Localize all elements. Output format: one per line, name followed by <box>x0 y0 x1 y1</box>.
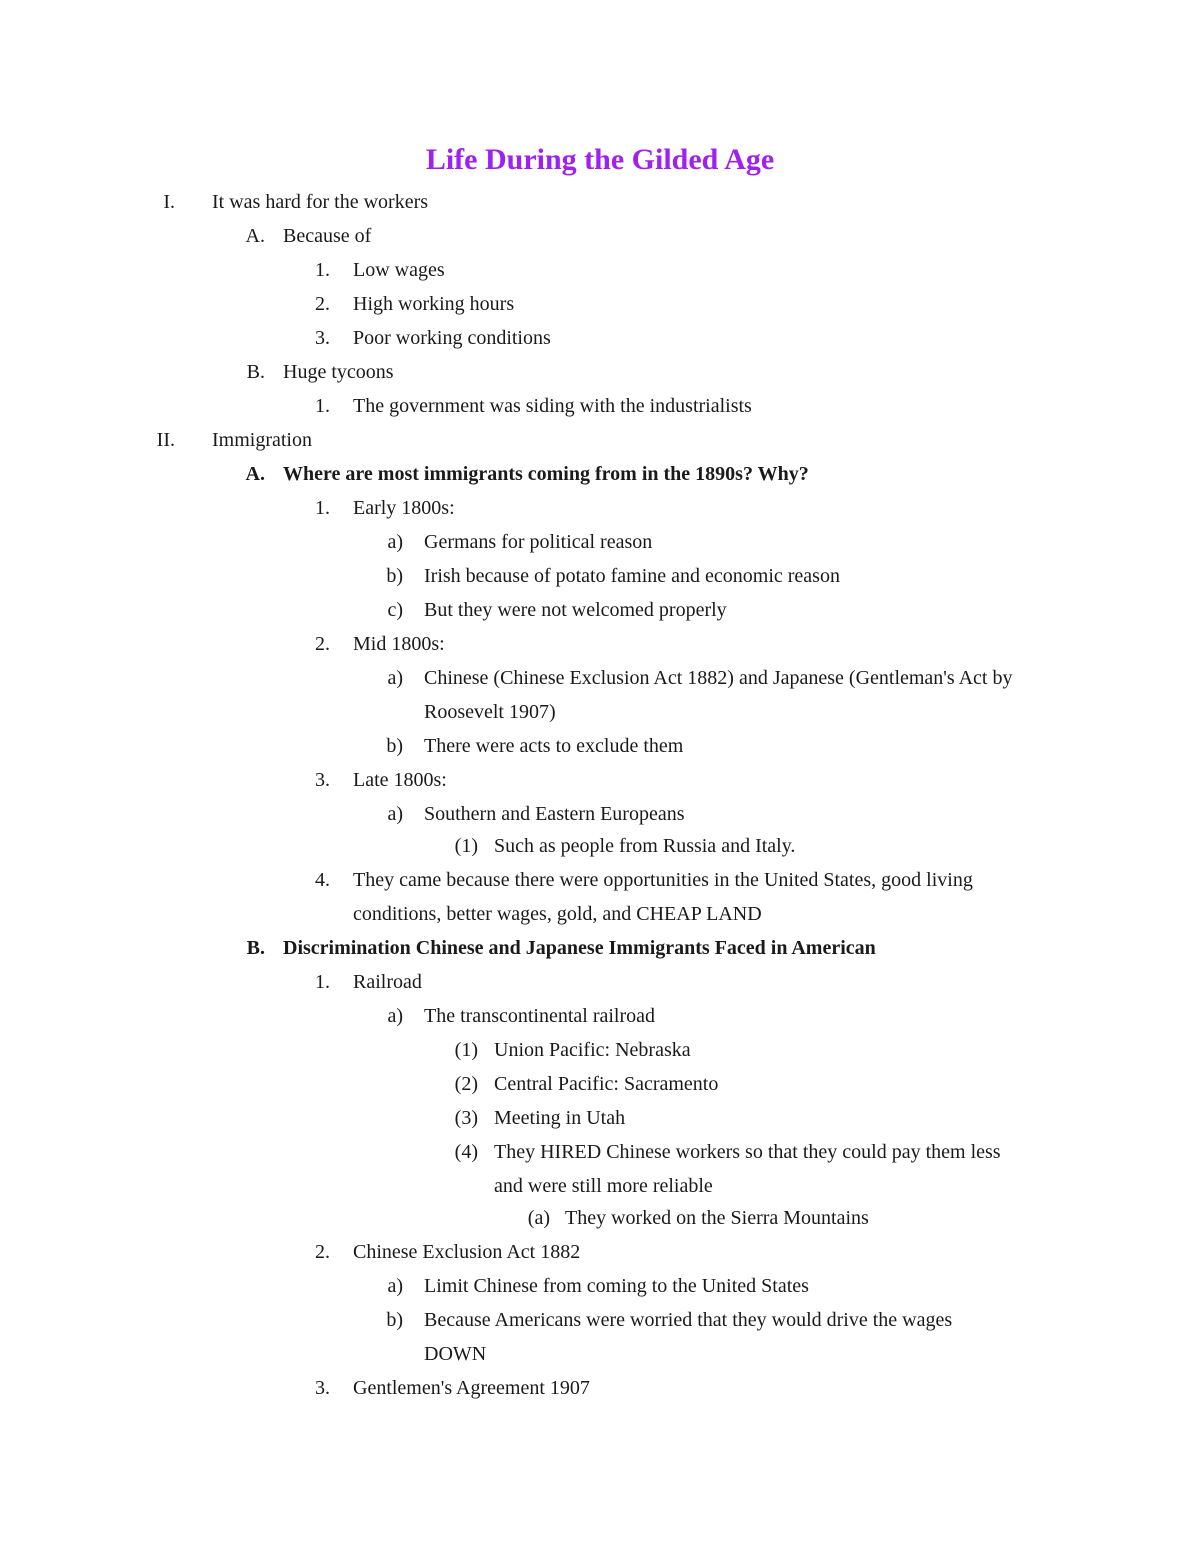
outline-marker: a) <box>387 667 403 689</box>
outline-text: Irish because of potato famine and economic reason <box>424 565 840 587</box>
outline-marker: (4) <box>454 1141 478 1163</box>
outline-marker: (3) <box>454 1107 478 1129</box>
outline-marker: b) <box>386 735 403 757</box>
outline-marker: 3. <box>315 769 330 791</box>
outline-text: They HIRED Chinese workers so that they could pay them less <box>494 1141 1001 1163</box>
outline-marker: B. <box>246 361 265 383</box>
outline-text: Immigration <box>212 429 312 451</box>
outline-text: Discrimination Chinese and Japanese Immigrants Faced in American <box>283 937 876 959</box>
outline-text: Where are most immigrants coming from in the 1890s? Why? <box>283 463 809 485</box>
outline-text: Because Americans were worried that they would drive the wages <box>424 1309 953 1331</box>
outline-text: The transcontinental railroad <box>424 1005 656 1027</box>
outline-text: Huge tycoons <box>283 361 394 383</box>
outline-text: Germans for political reason <box>424 531 653 553</box>
outline-marker: 4. <box>315 869 330 891</box>
outline-text: They came because there were opportunities in the United States, good living <box>353 869 973 891</box>
outline-text: Gentlemen's Agreement 1907 <box>353 1377 590 1399</box>
outline-text: Low wages <box>353 259 445 281</box>
outline-marker: 2. <box>315 293 330 315</box>
outline-marker: a) <box>387 1005 403 1027</box>
page-title: Life During the Gilded Age <box>425 143 775 176</box>
outline-text: Mid 1800s: <box>353 633 445 655</box>
outline-text: Such as people from Russia and Italy. <box>494 835 796 857</box>
outline-text: Early 1800s: <box>353 497 455 519</box>
outline-text: They worked on the Sierra Mountains <box>565 1207 869 1229</box>
outline-text: Central Pacific: Sacramento <box>494 1073 719 1095</box>
outline-text: Poor working conditions <box>353 327 551 349</box>
outline-marker: c) <box>387 599 403 621</box>
outline-text: Limit Chinese from coming to the United States <box>424 1275 809 1297</box>
outline-text: Railroad <box>353 971 422 993</box>
outline-marker: 1. <box>315 395 330 417</box>
outline-text: Meeting in Utah <box>494 1107 626 1129</box>
outline-marker: B. <box>246 937 265 959</box>
outline-marker: I. <box>163 191 175 213</box>
outline-text: It was hard for the workers <box>212 191 429 213</box>
outline-text: Chinese (Chinese Exclusion Act 1882) and Japanese (Gentleman's Act by <box>424 667 1013 689</box>
outline-marker: b) <box>386 565 403 587</box>
outline-marker: 1. <box>315 497 330 519</box>
outline-text: Union Pacific: Nebraska <box>494 1039 691 1061</box>
outline-text: Because of <box>283 225 372 247</box>
outline-marker: 3. <box>315 327 330 349</box>
outline-marker: (1) <box>454 835 478 857</box>
outline-text-continuation: conditions, better wages, gold, and CHEAP LAND <box>353 903 762 925</box>
outline-marker: 3. <box>315 1377 330 1399</box>
outline-text: Southern and Eastern Europeans <box>424 803 685 825</box>
outline-text: High working hours <box>353 293 515 315</box>
outline-text: But they were not welcomed properly <box>424 599 727 621</box>
outline-text: Late 1800s: <box>353 769 447 791</box>
outline-text: There were acts to exclude them <box>424 735 684 757</box>
outline-marker: II. <box>156 429 175 451</box>
outline-marker: A. <box>245 463 265 485</box>
outline-marker: 1. <box>315 971 330 993</box>
outline-text-continuation: and were still more reliable <box>494 1175 713 1197</box>
outline-marker: (2) <box>454 1073 478 1095</box>
outline-text: The government was siding with the industrialists <box>353 395 752 417</box>
outline-marker: a) <box>387 1275 403 1297</box>
outline-marker: a) <box>387 803 403 825</box>
outline-marker: (a) <box>527 1207 550 1229</box>
outline-text: Chinese Exclusion Act 1882 <box>353 1241 581 1263</box>
outline-marker: A. <box>245 225 265 247</box>
outline-marker: 2. <box>315 1241 330 1263</box>
outline-marker: 2. <box>315 633 330 655</box>
outline-marker: 1. <box>315 259 330 281</box>
outline-text-continuation: Roosevelt 1907) <box>424 701 556 723</box>
outline-marker: a) <box>387 531 403 553</box>
outline-text-continuation: DOWN <box>424 1343 487 1365</box>
outline-marker: b) <box>386 1309 403 1331</box>
outline-marker: (1) <box>454 1039 478 1061</box>
